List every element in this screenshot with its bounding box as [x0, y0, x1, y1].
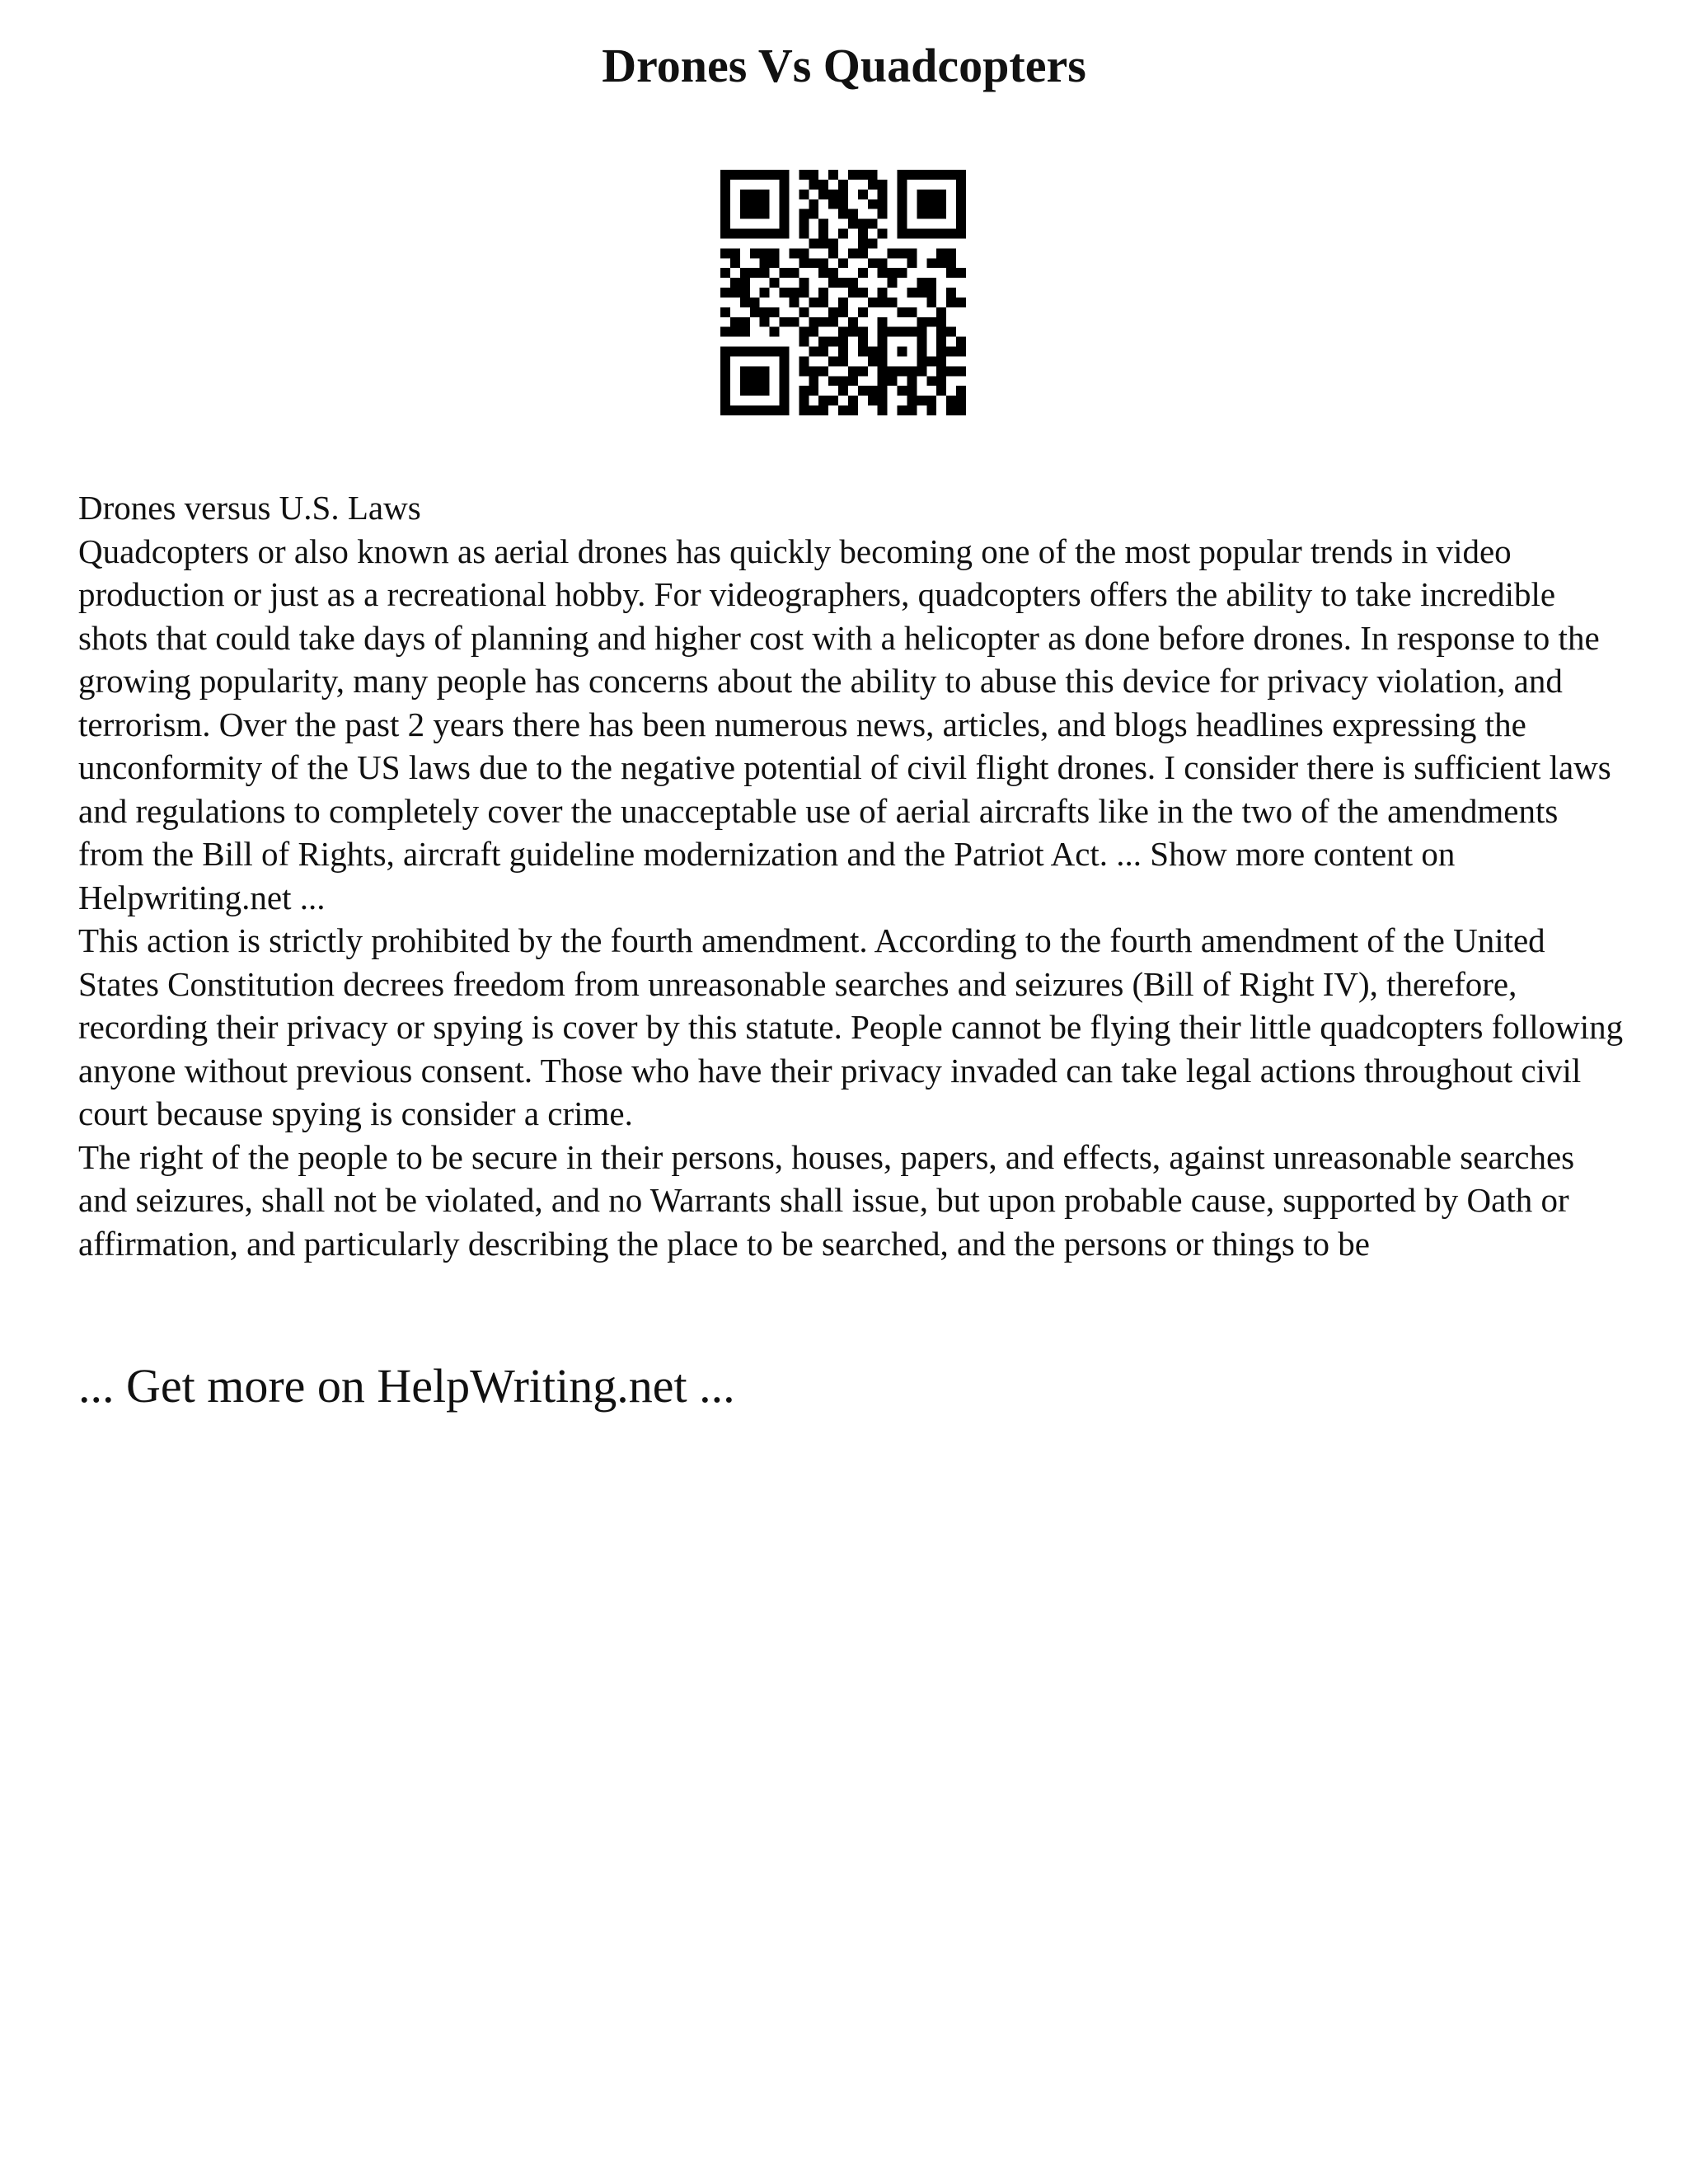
qr-code-icon — [720, 170, 966, 415]
article-body — [78, 486, 1628, 1265]
article-paragraph: This action is strictly prohibited by the fourth amendment. According to the fourth amendment of the United States Constitution decrees freedom from unreasonable searches and seizures (Bill of Right IV), therefore, recording their privacy or spying is cover by this statute. People cannot be flying their little quadcopters following anyone without previous consent. Those who have their privacy invaded can take legal actions throughout civil court because spying is consider a crime. — [78, 921, 1624, 1132]
article-paragraph: Drones versus U.S. Laws — [78, 489, 421, 527]
article-paragraph: The right of the people to be secure in their persons, houses, papers, and effects, against unreasonable searches and seizures, shall not be violated, and no Warrants shall issue, but upon probable cause, supported by Oath or affirmation, and particularly describing the place to be searched, and the persons or things to be — [78, 1137, 1575, 1263]
article-paragraph: Quadcopters or also known as aerial drones has quickly becoming one of the most popular trends in video production or just as a recreational hobby. For videographers, quadcopters offers the ability to take incredible shots that could take days of planning and higher cost with a helicopter as done before drones. In response to the growing popularity, many people has concerns about the ability to abuse this device for privacy violation, and terrorism. Over the past 2 years there has been numerous news, articles, and blogs headlines expressing the unconformity of the US laws due to the negative potential of civil flight drones. I consider there is sufficient laws and regulations to completely cover the unacceptable use of aerial aircrafts like in the two of the amendments from the Bill of Rights, aircraft guideline modernization and the Patriot Act. ... Show more content on Helpwriting.net ... — [78, 532, 1611, 916]
page-title: Drones Vs Quadcopters — [602, 39, 1086, 92]
get-more-link[interactable]: ... Get more on HelpWriting.net ... — [78, 1359, 735, 1413]
